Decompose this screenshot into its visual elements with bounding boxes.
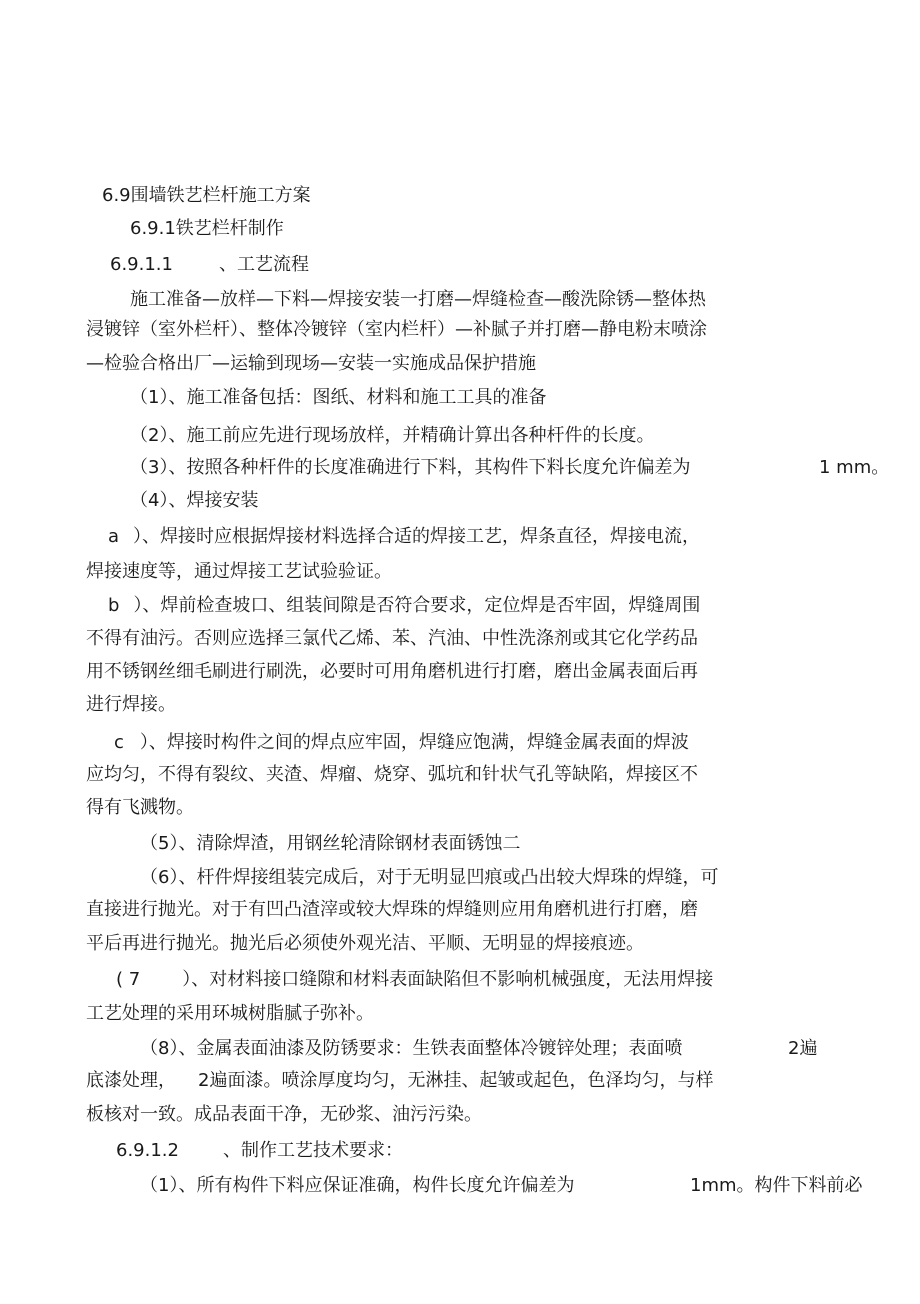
paragraph-line: 平后再进行抛光。抛光后必须使外观光洁、平顺、无明显的焊接痕迹。 — [86, 933, 644, 954]
list-item: （1）、施工准备包括：图纸、材料和施工工具的准备 — [130, 387, 547, 408]
list-item — [108, 525, 700, 549]
subsection-heading — [110, 253, 309, 277]
item-text: ）、焊前检查坡口、组装间隙是否符合要求，定位焊是否牢固，焊缝周围 — [133, 595, 701, 616]
list-item: （5）、清除焊渣，用钢丝轮清除钢材表面锈蚀二 — [140, 833, 521, 854]
section-heading: 6.9.1铁艺栏杆制作 — [130, 218, 284, 239]
paragraph-line: 进行焊接。 — [86, 694, 176, 715]
process-flow-line: —检验合格出厂—运输到现场—安装一实施成品保护措施 — [86, 353, 536, 374]
process-flow-line: 施工准备—放样—下料—焊接安装一打磨—焊缝检查—酸洗除锈—整体热 — [130, 289, 706, 310]
item-label: b — [108, 595, 120, 616]
text-fragment: 2遍面漆。喷涂厚度均匀，无淋挂、起皱或起色，色泽均匀，与样 — [198, 1070, 714, 1091]
item-text: ）、焊接时构件之间的焊点应牢固，焊缝应饱满，焊缝金属表面的焊波 — [139, 732, 689, 753]
subsection-title: 、制作工艺技术要求： — [222, 1140, 403, 1161]
subsection-number: 6.9.1.1 — [110, 254, 173, 275]
list-item: （3）、按照各种杆件的长度准确进行下料，其构件下料长度允许偏差为 — [130, 457, 691, 478]
subsection-number: 6.9.1.2 — [116, 1140, 179, 1161]
text-fragment: 底漆处理， — [86, 1070, 176, 1091]
item-label: ( 7 — [116, 969, 141, 990]
process-flow-line: 浸镀锌（室外栏杆）、整体冷镀锌（室内栏杆）—补腻子并打磨—静电粉末喷涂 — [86, 319, 707, 340]
subsection-title: 、工艺流程 — [218, 254, 309, 275]
coat-count: 2遍 — [788, 1038, 818, 1059]
item-label: c — [114, 732, 124, 753]
list-item: （4）、焊接安装 — [130, 490, 259, 511]
item-text: ）、焊接时应根据焊接材料选择合适的焊接工艺，焊条直径，焊接电流， — [133, 526, 701, 547]
paragraph-line: 工艺处理的采用环城树脂腻子弥补。 — [86, 1003, 374, 1024]
paragraph-line: 直接进行抛光。对于有凹凸渣滓或较大焊珠的焊缝则应用角磨机进行打磨，磨 — [86, 899, 698, 920]
item-text: ）、对材料接口缝隙和材料表面缺陷但不影响机械强度，无法用焊接 — [182, 969, 714, 990]
item-label: a — [108, 526, 120, 547]
list-item — [114, 731, 689, 755]
paragraph-line: 不得有油污。否则应选择三氯代乙烯、苯、汽油、中性洗涤剂或其它化学药品 — [86, 628, 698, 649]
page-title: 6.9围墙铁艺栏杆施工方案 — [102, 185, 311, 206]
list-item: （1）、所有构件下料应保证准确，构件长度允许偏差为 — [140, 1175, 575, 1196]
list-item: （6）、杆件焊接组装完成后，对于无明显凹痕或凸出较大焊珠的焊缝，可 — [140, 867, 719, 888]
list-item — [108, 594, 700, 618]
list-item — [116, 968, 713, 992]
subsection-heading — [116, 1139, 403, 1163]
paragraph-line: 板核对一致。成品表面干净，无砂浆、油污污染。 — [86, 1104, 482, 1125]
list-item: （2）、施工前应先进行现场放样，并精确计算出各种杆件的长度。 — [130, 425, 655, 446]
paragraph-line: 得有飞溅物。 — [86, 797, 194, 818]
paragraph-line: 用不锈钢丝细毛刷进行刷洗，必要时可用角磨机进行打磨，磨出金属表面后再 — [86, 661, 698, 682]
paragraph-line: 应均匀，不得有裂纹、夹渣、焊瘤、烧穿、弧坑和针状气孔等缺陷，焊接区不 — [86, 764, 698, 785]
list-item: （8）、金属表面油漆及防锈要求：生铁表面整体冷镀锌处理；表面喷 — [140, 1038, 683, 1059]
paragraph-line — [86, 1069, 713, 1093]
paragraph-line: 焊接速度等，通过焊接工艺试验验证。 — [86, 561, 392, 582]
tolerance-value: 1 mm。 — [819, 457, 890, 478]
tolerance-value: 1mm。构件下料前必 — [690, 1175, 863, 1196]
